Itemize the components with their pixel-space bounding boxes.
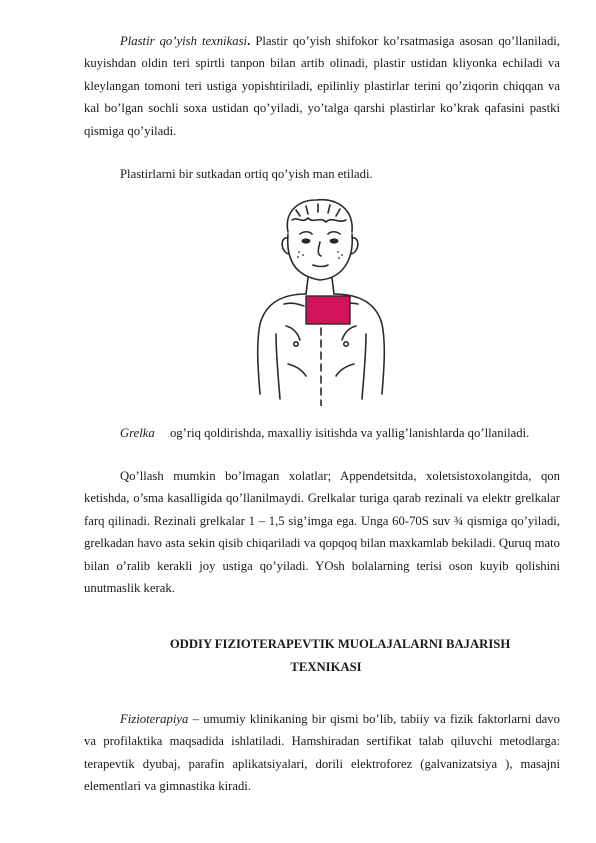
paragraph-grelka-contra: Qo’llash mumkin bo’lmagan xolatlar; Appendetsitda, xoletsistoxolangitda, qon ketishda, o’sma kasalligida qo’llanilmaydi. Grelkalar turiga qarab rezinali va elektr grelkalar farq qilinadi. Rezinali grelkalar 1 – 1,5 sig’imga ega. Unga 60-70S suv ¾ qismiga qo’yiladi, grelkadan havo asta sekin qisib chiqariladi va qopqoq bilan maxkamlab bekiladi. Quruq mato bilan o’ralib kerakli joy ustiga qo’yiladi. YOsh bolalarning terisi oson kuyib qolishini unutmaslik kerak. — [84, 469, 560, 596]
pectoral-left — [286, 326, 300, 340]
hair-strands — [296, 204, 340, 216]
clavicle-left — [284, 303, 304, 306]
paragraph-grelka — [84, 422, 560, 444]
paragraph-fizio — [84, 708, 560, 798]
term-plastir: Plastir qo’yish texnikasi — [120, 34, 248, 48]
paragraph-fizio-text: – umumiy klinikaning bir qismi bo’lib, tabiiy va fizik faktorlarni davo va profilaktika maqsadida ishlatiladi. Hamshiradan sertifikat talab qiluvchi metodlarga: terapevtik dyubaj, parafin aplikatsiyalari, dorili elektroforez (galvanizatsiya ), masajni elementlari va gimnastika kiradi. — [84, 712, 560, 794]
neck-left — [306, 278, 308, 294]
mouth — [313, 265, 328, 267]
section-heading — [84, 633, 560, 678]
neck-right — [332, 278, 334, 294]
paragraph-plastir — [84, 30, 560, 142]
nipple-left — [294, 342, 298, 346]
torso-left — [276, 334, 280, 399]
pectoral-right — [342, 326, 356, 340]
paragraph-plastir-note: Plastirlarni bir sutkadan ortiq qo’yish man etiladi. — [120, 167, 373, 181]
rib-right — [336, 364, 354, 376]
eyebrow-left — [300, 232, 312, 234]
eyebrow-right — [328, 232, 340, 234]
eye-left — [302, 238, 311, 243]
child-figure-svg — [236, 194, 406, 406]
term-plastir-period: . — [247, 34, 251, 48]
paragraph-grelka-text: og’riq qoldirishda, maxalliy isitishda va yallig’lanishlarda qo’llaniladi. — [166, 426, 530, 440]
plaster-marker — [306, 296, 350, 324]
eye-right — [330, 238, 339, 243]
heading-line-1: ODDIY FIZIOTERAPEVTIK MUOLAJALARNI BAJARISH — [169, 637, 511, 651]
rib-left — [288, 364, 306, 376]
nose — [318, 242, 321, 256]
torso-right — [362, 334, 366, 399]
child-chest-illustration — [236, 194, 406, 406]
nipple-right — [344, 342, 348, 346]
term-grelka: Grelka — [120, 426, 155, 440]
hair-outline — [287, 200, 352, 232]
term-fizio: Fizioterapiya — [120, 712, 189, 726]
paragraph-plastir-text: Plastir qo’yish shifokor ko’rsatmasiga asosan qo’llaniladi, kuyishdan oldin teri spirtli tanpon bilan artib olinadi, plastir ustidan kliyonka echiladi va kleylangan tomoni teri ustiga yopishtiriladi, epilinliy plastirlar terini qo’ziqorin chiqqan va kal bo’lgan sochli soxa ustidan qo’yiladi, yo’talga qarshi plastirlar ko’krak qafasini pastki qismiga qo’yiladi. — [84, 34, 560, 138]
hair-fringe — [292, 218, 346, 222]
heading-line-2: TEXNIKASI — [290, 659, 362, 674]
